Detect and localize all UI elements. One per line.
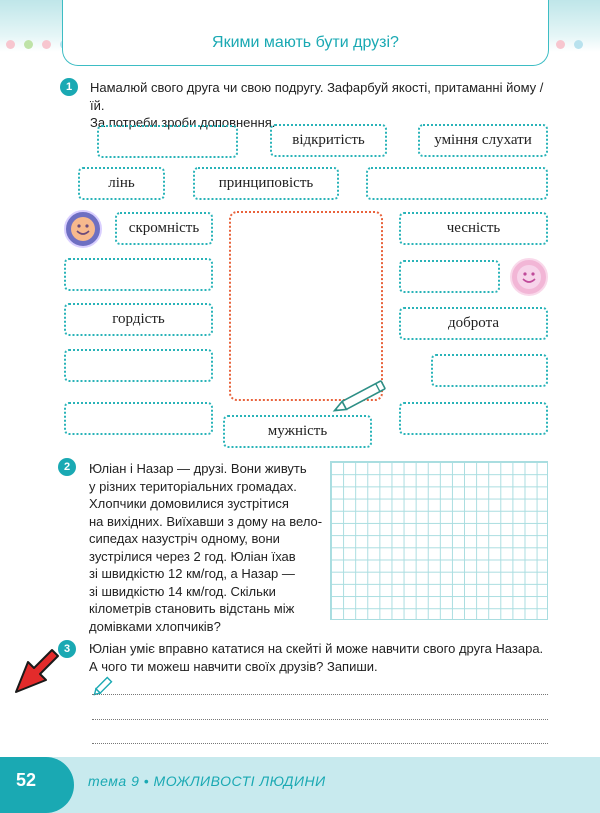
task1-number: 1	[60, 78, 78, 96]
answer-grid[interactable]	[330, 461, 548, 620]
answer-line[interactable]	[92, 743, 548, 744]
quality-box-empty[interactable]	[64, 258, 213, 291]
task3-text	[89, 640, 554, 675]
decorative-dots-right	[556, 36, 592, 46]
quality-box-honesty[interactable]: чесність	[399, 212, 548, 245]
task3-text-line1: Юліан уміє вправно кататися на скейті й може навчити свого друга Назара.	[89, 641, 544, 656]
task2-line: сипедах назустріч одному, вони	[89, 531, 280, 546]
smiley-icon	[510, 258, 548, 296]
quality-box-modesty[interactable]: скромність	[115, 212, 213, 245]
task2-line: Юліан і Назар — друзі. Вони живуть	[89, 461, 307, 476]
title-card	[62, 0, 549, 66]
task3-text-line2: А чого ти можеш навчити своїх друзів? Запиши.	[89, 658, 378, 674]
task2-line: на вихідних. Виїхавши з дому на вело-	[89, 513, 323, 529]
task2-line: у різних територіальних громадах.	[89, 478, 297, 494]
quality-box-empty[interactable]	[64, 402, 213, 435]
task1-text-line1: Намалюй свого друга чи свою подругу. Зафарбуй якості, притаманні йому / їй.	[90, 80, 544, 113]
pencil-icon	[328, 378, 398, 414]
page-number-tab	[0, 757, 74, 813]
footer-topic: тема 9 • МОЖЛИВОСТІ ЛЮДИНИ	[88, 773, 326, 789]
answer-line[interactable]	[92, 694, 548, 695]
task2-line: кілометрів становить відстань між	[89, 601, 295, 616]
task2-line: зі швидкістю 14 км/год. Скільки	[89, 583, 276, 599]
task2-line: домівками хлопчиків?	[89, 618, 221, 634]
task2-line: зустрілися через 2 год. Юліан їхав	[89, 548, 296, 564]
quality-box-empty[interactable]	[399, 260, 500, 293]
task2-number: 2	[58, 458, 76, 476]
quality-box-principled[interactable]: принциповість	[193, 167, 339, 200]
arrow-pointer-icon	[10, 648, 62, 694]
page-number: 52	[16, 770, 37, 790]
quality-box-pride[interactable]: гордість	[64, 303, 213, 336]
task2-line: зі швидкістю 12 км/год, а Назар —	[89, 566, 295, 581]
task1-text-line2: За потреби зроби доповнення.	[90, 115, 276, 130]
task3-number: 3	[58, 640, 76, 658]
quality-box-empty[interactable]	[431, 354, 548, 387]
quality-box-empty[interactable]	[399, 402, 548, 435]
answer-line[interactable]	[92, 719, 548, 720]
page-title: Якими мають бути друзі?	[212, 34, 399, 51]
quality-box-laziness[interactable]: лінь	[78, 167, 165, 200]
quality-box-listening[interactable]: уміння слухати	[418, 124, 548, 157]
quality-box-openness[interactable]: відкритість	[270, 124, 387, 157]
quality-box-courage[interactable]: мужність	[223, 415, 372, 448]
quality-box-empty[interactable]	[366, 167, 548, 200]
smiley-icon	[64, 210, 102, 248]
task2-line: Хлопчики домовилися зустрітися	[89, 496, 289, 511]
task2-text	[89, 460, 324, 635]
quality-box-kindness[interactable]: доброта	[399, 307, 548, 340]
drawing-frame[interactable]	[229, 211, 383, 401]
quality-box-empty[interactable]	[97, 125, 238, 158]
quality-box-empty[interactable]	[64, 349, 213, 382]
